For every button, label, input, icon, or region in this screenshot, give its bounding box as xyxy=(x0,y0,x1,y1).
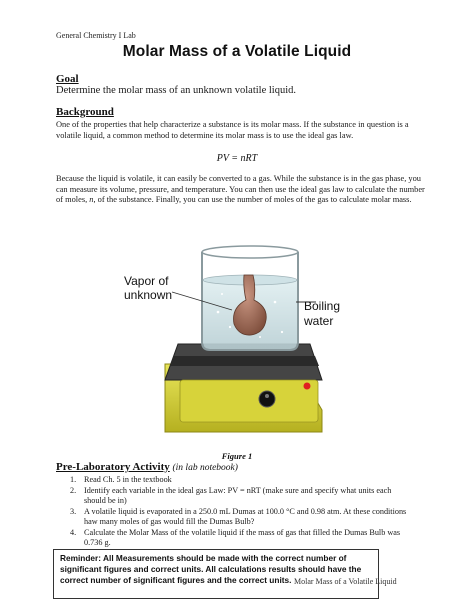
ideal-gas-equation: PV = nRT xyxy=(216,153,258,164)
reminder-box: Reminder: All Measurements should be made with the correct number of significant figures and correct units. All calculations results should have the correct number of significant figures and the correct units. xyxy=(53,549,379,599)
indicator-light-icon xyxy=(304,383,311,390)
water-label-line1: Boiling xyxy=(304,299,341,313)
background-paragraph-1: One of the properties that help characterize a substance is its molar mass. If the substance in question is a volatile liquid, a common method to determine its molar mass is to use the ideal gas law. xyxy=(56,120,409,140)
knob-icon xyxy=(259,391,275,407)
page-title: Molar Mass of a Volatile Liquid xyxy=(122,43,352,60)
goal-text: Determine the molar mass of an unknown volatile liquid. xyxy=(56,85,296,96)
document-page: General Chemistry I Lab Molar Mass of a Volatile Liquid Goal Determine the molar mass of an unknown volatile liquid. Background One of the properties that help characterize a substance is its molar mass. If the substance in question is a volatile liquid, a common method to determine its molar mass is to use the ideal gas law. PV = nRT Because the liquid is volatile, it can easily be converted to a gas. While the substance is in the gas phase, you can measure its volume, pressure, and temperature. You can then use the ideal gas law to calculate the number of moles, n, of the substance. Finally, you can use the number of moles of the gas to calculate molar mass. Vapor of unknown Boiling water Figure 1 Pre-Laboratory Activity (in lab notebook) 1. Read Ch. 5 in the textbook 2. Identify each variable in the ideal gas Law: PV = nRT (make sure and specify what units each should be in) 3. A volatile liquid is evaporated in a 250.0 mL Dumas at 100.0 °C and 0.98 atm. At these conditions haw many moles of gas would fill the Dumas Bulb? 4. Calculate the Molar Mass of the volatile liquid if the mass of gas that filled the Dumas Bulb was 0.736 g. Reminder: All Measurements should be made with the correct number of significant figures and correct units. All calculations results should have the correct number of significant figures and the correct units. Molar Mass of a Volatile Liquid xyxy=(0,0,474,613)
page-footer: Molar Mass of a Volatile Liquid xyxy=(294,577,397,586)
background-heading: Background xyxy=(56,106,114,118)
prelab-heading: Pre-Laboratory Activity (in lab notebook) xyxy=(56,461,238,473)
hotplate-figure xyxy=(110,232,370,442)
figure-caption: Figure 1 xyxy=(221,451,253,461)
hotplate xyxy=(165,344,322,432)
water-label-line2: water xyxy=(304,314,334,328)
vapor-label-line2: unknown xyxy=(124,288,173,302)
course-header: General Chemistry I Lab xyxy=(56,31,136,40)
goal-heading: Goal xyxy=(56,73,79,85)
vapor-label-line1: Vapor of xyxy=(124,274,169,288)
background-paragraph-2: Because the liquid is volatile, it can easily be converted to a gas. While the substance is in the gas phase, you can measure its volume, pressure, and temperature. You can then use the ideal gas law to calculate the number of moles, n, of the substance. Finally, you can use the number of moles of the gas to calculate molar mass. xyxy=(56,174,425,205)
